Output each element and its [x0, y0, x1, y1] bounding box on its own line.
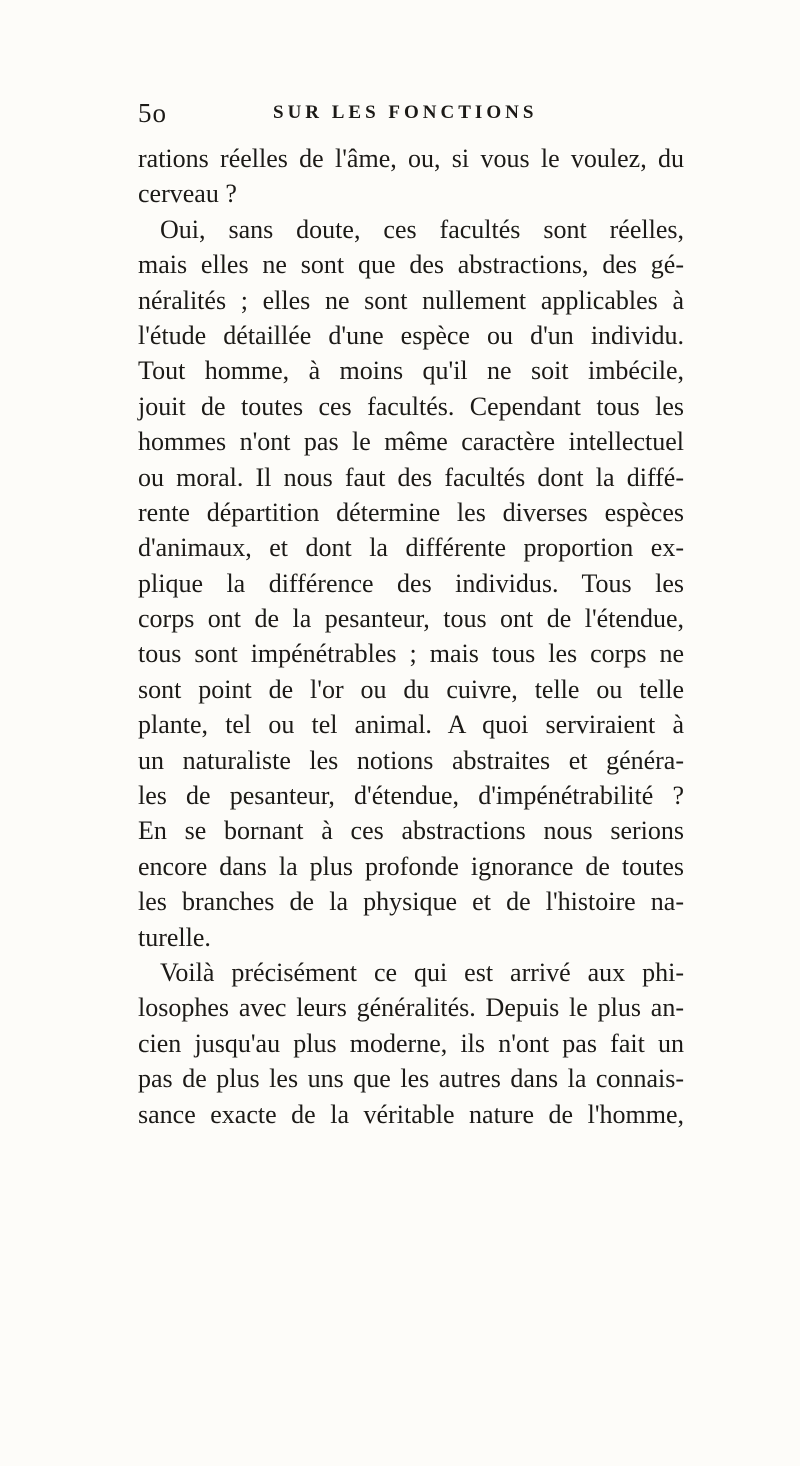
- text-line: pas de plus les uns que les autres dans la connais-: [138, 1064, 684, 1094]
- body-text: [138, 141, 684, 1132]
- text-line: plante, tel ou tel animal. A quoi serviraient à: [138, 710, 684, 740]
- text-line: cerveau ?: [138, 179, 237, 209]
- text-line: rations réelles de l'âme, ou, si vous le voulez, du: [138, 144, 684, 173]
- text-line: néralités ; elles ne sont nullement applicables à: [138, 285, 684, 315]
- text-line: hommes n'ont pas le même caractère intellectuel: [138, 427, 684, 457]
- text-line: cien jusqu'au plus moderne, ils n'ont pas fait un: [138, 1028, 684, 1058]
- text-line: rente départition détermine les diverses espèces: [138, 497, 684, 527]
- text-line: Voilà précisément ce qui est arrivé aux phi-: [160, 957, 684, 987]
- text-line: corps ont de la pesanteur, tous ont de l'étendue,: [138, 604, 684, 634]
- text-line: plique la différence des individus. Tous les: [138, 568, 684, 598]
- text-line: Oui, sans doute, ces facultés sont réelles,: [160, 214, 684, 244]
- text-line: sont point de l'or ou du cuivre, telle ou telle: [138, 674, 684, 704]
- running-title: SUR LES FONCTIONS: [273, 102, 538, 123]
- text-line: En se bornant à ces abstractions nous serions: [138, 816, 684, 846]
- text-line: un naturaliste les notions abstraites et généra-: [138, 745, 684, 775]
- text-line: les branches de la physique et de l'histoire na-: [138, 887, 684, 917]
- text-line: d'animaux, et dont la différente proportion ex-: [138, 533, 684, 563]
- text-line: ou moral. Il nous faut des facultés dont la diffé-: [138, 462, 684, 492]
- running-head: [138, 98, 698, 132]
- text-line: les de pesanteur, d'étendue, d'impénétrabilité ?: [138, 781, 684, 811]
- text-line: turelle.: [138, 922, 211, 952]
- text-line: sance exacte de la véritable nature de l'homme,: [138, 1099, 684, 1129]
- text-line: l'étude détaillée d'une espèce ou d'un individu.: [138, 320, 684, 350]
- text-line: losophes avec leurs généralités. Depuis le plus an-: [138, 993, 684, 1023]
- text-line: Tout homme, à moins qu'il ne soit imbécile,: [138, 356, 684, 386]
- text-line: mais elles ne sont que des abstractions, des gé-: [138, 250, 684, 280]
- text-line: tous sont impénétrables ; mais tous les corps ne: [138, 639, 684, 669]
- text-line: encore dans la plus profonde ignorance de toutes: [138, 851, 684, 881]
- page-number: 5o: [138, 98, 167, 128]
- text-line: jouit de toutes ces facultés. Cependant tous les: [138, 391, 684, 421]
